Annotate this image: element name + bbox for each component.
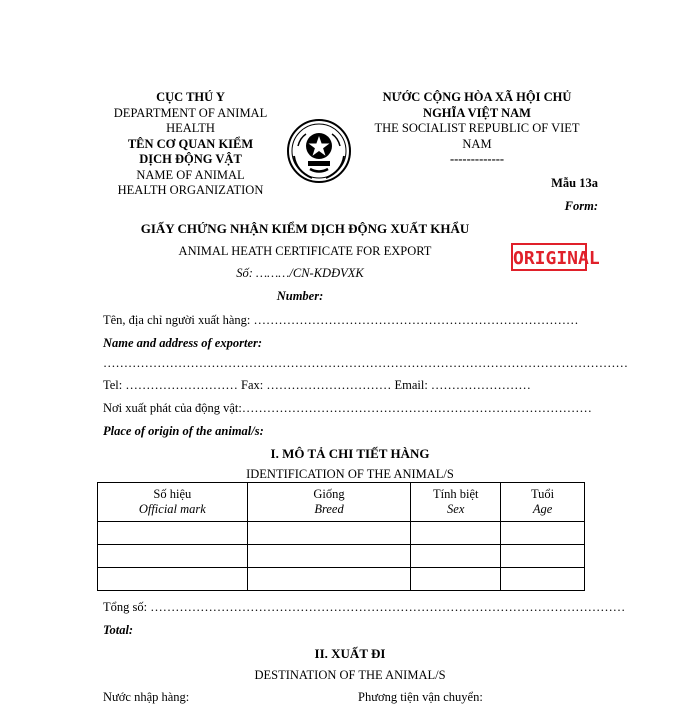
table-cell[interactable] [247, 568, 411, 591]
column-header [501, 483, 585, 522]
column-header-vn: Số hiệu [153, 487, 192, 501]
issuer-en-line: HEALTH [166, 121, 215, 135]
nation-block [362, 90, 592, 168]
table-header-row [98, 483, 585, 522]
table-cell[interactable] [98, 522, 248, 545]
table-cell[interactable] [501, 522, 585, 545]
table-cell[interactable] [501, 545, 585, 568]
national-emblem-icon [284, 116, 354, 186]
authority-vn-line: DỊCH ĐỘNG VẬT [139, 152, 242, 166]
table-cell[interactable] [411, 522, 501, 545]
table-cell[interactable] [98, 545, 248, 568]
table-cell[interactable] [411, 545, 501, 568]
column-header-en: Official mark [138, 502, 206, 516]
nation-vn-line: NGHĨA VIỆT NAM [423, 105, 531, 120]
section-2-title-vn: II. XUẤT ĐI [314, 646, 386, 661]
table-cell[interactable] [411, 568, 501, 591]
total-label-en: Total: [103, 623, 134, 637]
table-row [98, 522, 585, 545]
certificate-title-vn: GIẤY CHỨNG NHẬN KIỂM DỊCH ĐỘNG XUẤT KHẨU [140, 221, 470, 236]
nation-vn-line: NƯỚC CỘNG HÒA XÃ HỘI CHỦ [382, 90, 572, 104]
section-2-title-en: DESTINATION OF THE ANIMAL/S [254, 668, 446, 682]
form-number: Mẫu 13a [551, 176, 598, 190]
table-row [98, 545, 585, 568]
issuer-block [98, 90, 283, 199]
transport-label: Phương tiện vận chuyển: [358, 690, 483, 704]
total-field-vn[interactable]: Tổng số: …………………………………………………………………………………………………… [103, 600, 626, 614]
column-header-en: Sex [447, 502, 465, 516]
column-header [98, 483, 248, 522]
certificate-title-en: ANIMAL HEATH CERTIFICATE FOR EXPORT [178, 244, 432, 258]
origin-label-en: Place of origin of the animal/s: [103, 424, 264, 438]
issuer-vn-line: CỤC THÚ Y [156, 90, 225, 104]
authority-en-line: NAME OF ANIMAL [136, 167, 245, 182]
animal-table [97, 482, 585, 591]
nation-divider: ------------- [449, 152, 505, 166]
table-cell[interactable] [247, 522, 411, 545]
issuer-en-line: DEPARTMENT OF ANIMAL [113, 105, 268, 120]
column-header [247, 483, 411, 522]
section-1-title-vn: I. MÔ TẢ CHI TIẾT HÀNG [270, 446, 430, 461]
section-1-title-en: IDENTIFICATION OF THE ANIMAL/S [246, 467, 454, 481]
column-header [411, 483, 501, 522]
nation-en-line: NAM [462, 136, 492, 151]
number-label: Number: [276, 289, 324, 303]
table-cell[interactable] [98, 568, 248, 591]
column-header-vn: Tuổi [530, 487, 555, 501]
table-cell[interactable] [247, 545, 411, 568]
exporter-dots-field[interactable]: ……………………………………………………………………………………………………………… [103, 356, 628, 370]
form-label: Form: [564, 199, 598, 213]
table-row [98, 568, 585, 591]
contact-field[interactable]: Tel: ……………………… Fax: ………………………… Email: …………………… [103, 378, 531, 392]
column-header-vn: Tính biệt [432, 487, 479, 501]
certificate-number: Số: ………/CN-KDĐVXK [236, 266, 364, 280]
table-cell[interactable] [501, 568, 585, 591]
column-header-en: Age [532, 502, 553, 516]
exporter-label-en: Name and address of exporter: [103, 336, 263, 350]
original-stamp: ORIGINAL [511, 243, 587, 271]
authority-en-line: HEALTH ORGANIZATION [117, 183, 264, 197]
origin-field-vn[interactable]: Nơi xuất phát của động vật:………………………………………………………………………… [103, 401, 592, 415]
exporter-field-vn[interactable]: Tên, địa chỉ người xuất hàng: …………………………………………………………………… [103, 313, 579, 327]
column-header-vn: Giống [313, 487, 345, 501]
authority-vn-line: TÊN CƠ QUAN KIỂM [127, 136, 254, 151]
import-country-label: Nước nhập hàng: [103, 690, 190, 704]
nation-en-line: THE SOCIALIST REPUBLIC OF VIET [374, 121, 580, 135]
column-header-en: Breed [314, 502, 344, 516]
